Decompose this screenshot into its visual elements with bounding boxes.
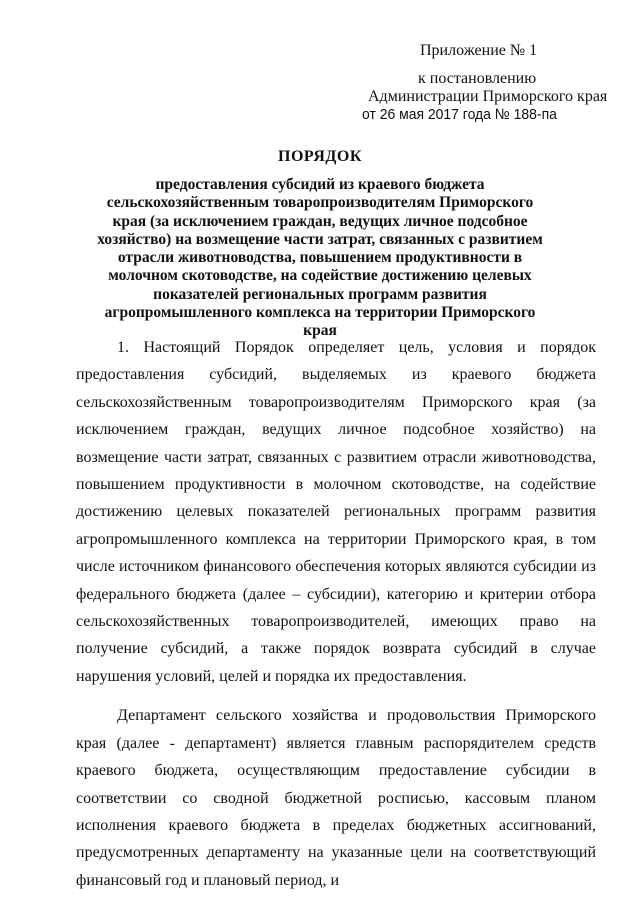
- document-body: [76, 334, 596, 894]
- document-subtitle: предоставления субсидий из краевого бюджета сельскохозяйственным товаропроизводителям Приморского края (за исключением граждан, ведущих личное подсобное хозяйство) на возмещение части затрат, связанных с развитием отрасли животноводства, повышением продуктивности в молочном скотоводстве, на содействие достижению целевых показателей региональных программ развития агропромышленного комплекса на территории Приморского края: [97, 176, 543, 340]
- appendix-to-decree: к постановлению: [418, 70, 537, 87]
- appendix-date-number: от 26 мая 2017 года № 188-па: [362, 106, 557, 123]
- document-title: ПОРЯДОК: [278, 148, 362, 165]
- paragraph-1: 1. Настоящий Порядок определяет цель, условия и порядок предоставления субсидий, выделяемых из краевого бюджета сельскохозяйственным товаропроизводителям Приморского края (за исключением граждан, ведущих личное подсобное хозяйство) на возмещение части затрат, связанных с развитием отрасли животноводства, повышением продуктивности в молочном скотоводстве, на содействие достижению целевых показателей региональных программ развития агропромышленного комплекса на территории Приморского края, в том числе источником финансового обеспечения которых являются субсидии из федерального бюджета (далее – субсидии), категорию и критерии отбора сельскохозяйственных товаропроизводителей, имеющих право на получение субсидий, а также порядок возврата субсидий в случае нарушения условий, целей и порядка их предоставления.: [76, 339, 596, 685]
- appendix-number: Приложение № 1: [420, 42, 538, 59]
- paragraph-2: Департамент сельского хозяйства и продовольствия Приморского края (далее - департамент) является главным распорядителем средств краевого бюджета, осуществляющим предоставление субсидии в соответствии со сводной бюджетной росписью, кассовым планом исполнения краевого бюджета в пределах бюджетных ассигнований, предусмотренных департаменту на указанные цели на соответствующий финансовый год и плановый период, и: [76, 707, 596, 889]
- appendix-block: [0, 0, 640, 130]
- appendix-administration: Администрации Приморского края: [368, 88, 608, 105]
